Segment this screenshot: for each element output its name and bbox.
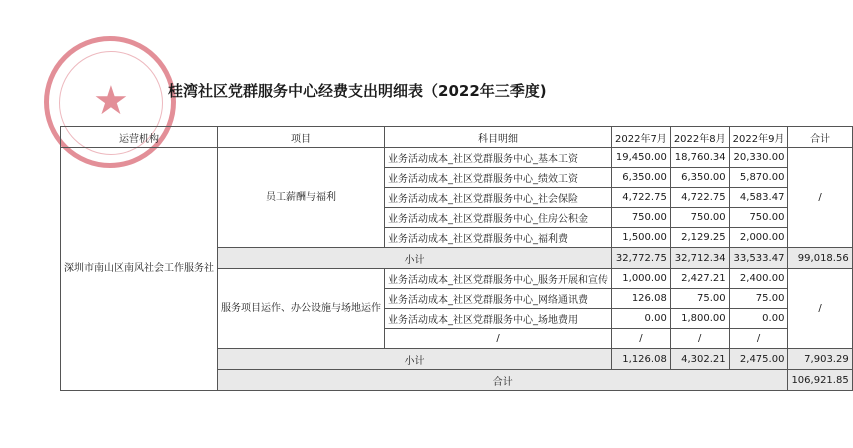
header-subject: 科目明细 [385, 127, 612, 148]
aug-cell: 75.00 [670, 289, 729, 309]
jul-cell: 19,450.00 [612, 148, 671, 168]
subtotal-aug: 32,712.34 [670, 248, 729, 269]
header-jul: 2022年7月 [612, 127, 671, 148]
subtotal-sep: 2,475.00 [729, 349, 788, 370]
subject-cell: 业务活动成本_社区党群服务中心_基本工资 [385, 148, 612, 168]
subtotal-label: 小计 [218, 349, 612, 370]
subtotal-total: 7,903.29 [788, 349, 852, 370]
sep-cell: 20,330.00 [729, 148, 788, 168]
table-row [61, 148, 853, 168]
subtotal-jul: 1,126.08 [612, 349, 671, 370]
sep-cell: 5,870.00 [729, 168, 788, 188]
jul-cell: 6,350.00 [612, 168, 671, 188]
table-header-row [61, 127, 853, 148]
header-sep: 2022年9月 [729, 127, 788, 148]
aug-cell: / [670, 329, 729, 349]
subject-cell: 业务活动成本_社区党群服务中心_住房公积金 [385, 208, 612, 228]
expense-table [60, 126, 853, 391]
aug-cell: 2,427.21 [670, 269, 729, 289]
header-org: 运营机构 [61, 127, 218, 148]
group1-name: 员工薪酬与福利 [218, 148, 385, 248]
jul-cell: 4,722.75 [612, 188, 671, 208]
jul-cell: / [612, 329, 671, 349]
jul-cell: 126.08 [612, 289, 671, 309]
sep-cell: 2,400.00 [729, 269, 788, 289]
sep-cell: 0.00 [729, 309, 788, 329]
jul-cell: 750.00 [612, 208, 671, 228]
header-aug: 2022年8月 [670, 127, 729, 148]
grand-total-value: 106,921.85 [788, 370, 852, 391]
group2-total-mark: / [788, 269, 852, 349]
subject-cell: 业务活动成本_社区党群服务中心_社会保险 [385, 188, 612, 208]
sep-cell: 750.00 [729, 208, 788, 228]
org-name-cell: 深圳市南山区南风社会工作服务社 [61, 148, 218, 391]
subject-cell: / [385, 329, 612, 349]
subtotal-sep: 33,533.47 [729, 248, 788, 269]
aug-cell: 2,129.25 [670, 228, 729, 248]
jul-cell: 1,500.00 [612, 228, 671, 248]
aug-cell: 4,722.75 [670, 188, 729, 208]
subject-cell: 业务活动成本_社区党群服务中心_服务开展和宣传 [385, 269, 612, 289]
group2-name: 服务项目运作、办公设施与场地运作 [218, 269, 385, 349]
aug-cell: 6,350.00 [670, 168, 729, 188]
subject-cell: 业务活动成本_社区党群服务中心_绩效工资 [385, 168, 612, 188]
aug-cell: 18,760.34 [670, 148, 729, 168]
jul-cell: 0.00 [612, 309, 671, 329]
sep-cell: 75.00 [729, 289, 788, 309]
subtotal-jul: 32,772.75 [612, 248, 671, 269]
subtotal-aug: 4,302.21 [670, 349, 729, 370]
sep-cell: 2,000.00 [729, 228, 788, 248]
page-title: 桂湾社区党群服务中心经费支出明细表（2022年三季度) [168, 82, 547, 100]
subject-cell: 业务活动成本_社区党群服务中心_福利费 [385, 228, 612, 248]
grand-total-label: 合计 [218, 370, 788, 391]
aug-cell: 1,800.00 [670, 309, 729, 329]
aug-cell: 750.00 [670, 208, 729, 228]
subject-cell: 业务活动成本_社区党群服务中心_场地费用 [385, 309, 612, 329]
seal-star-icon: ★ [93, 78, 129, 124]
sep-cell: 4,583.47 [729, 188, 788, 208]
sep-cell: / [729, 329, 788, 349]
subject-cell: 业务活动成本_社区党群服务中心_网络通讯费 [385, 289, 612, 309]
header-total: 合计 [788, 127, 852, 148]
subtotal-label: 小计 [218, 248, 612, 269]
header-item: 项目 [218, 127, 385, 148]
group1-total-mark: / [788, 148, 852, 248]
jul-cell: 1,000.00 [612, 269, 671, 289]
subtotal-total: 99,018.56 [788, 248, 852, 269]
